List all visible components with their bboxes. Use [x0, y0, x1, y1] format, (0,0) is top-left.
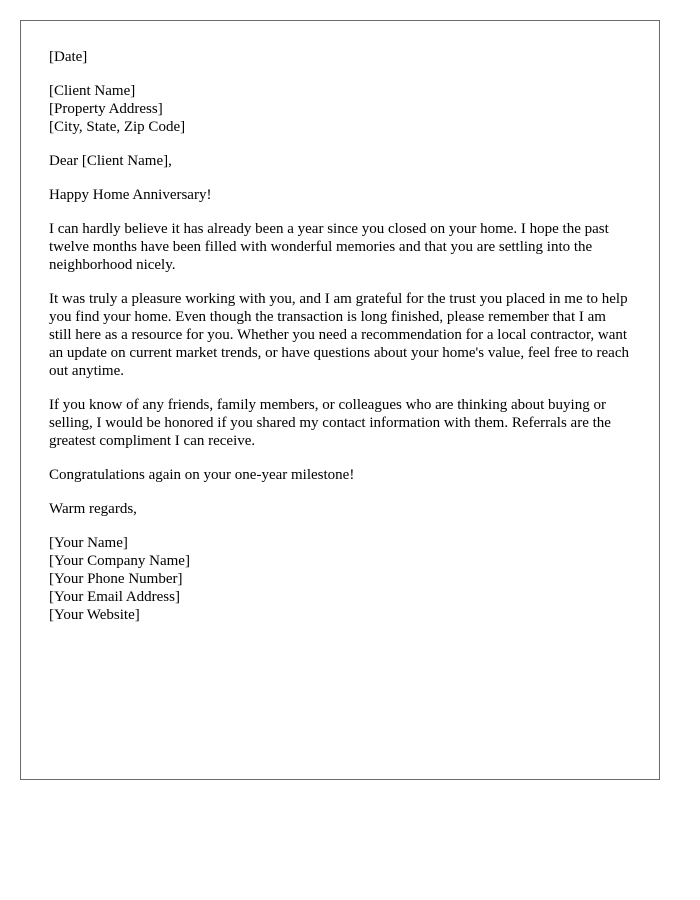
signature-website: [Your Website]	[49, 607, 140, 623]
signature-email: [Your Email Address]	[49, 589, 180, 605]
recipient-city-state-zip: [City, State, Zip Code]	[49, 119, 186, 135]
signature-phone: [Your Phone Number]	[49, 571, 183, 587]
recipient-name: [Client Name]	[49, 83, 136, 99]
greeting: Happy Home Anniversary!	[49, 187, 212, 203]
letter-page	[20, 20, 660, 780]
salutation: Dear [Client Name],	[49, 153, 172, 169]
body-paragraph-2: It was truly a pleasure working with you, and I am grateful for the trust you placed in me to help you find your home. Even though the transaction is long finished, please remember that I am still here as a resource for you. Whether you need a recommendation for a local contractor, want an update on current market trends, or have questions about your home's value, feel free to reach out anytime.	[49, 291, 629, 379]
body-paragraph-3: If you know of any friends, family members, or colleagues who are thinking about buying or selling, I would be honored if you shared my contact information with them. Referrals are the greatest compliment I can receive.	[49, 397, 611, 449]
signature-block	[49, 534, 631, 624]
signature-company: [Your Company Name]	[49, 553, 190, 569]
body-paragraph-4: Congratulations again on your one-year milestone!	[49, 467, 355, 483]
recipient-address-block	[49, 82, 631, 136]
signature-name: [Your Name]	[49, 535, 128, 551]
recipient-property-address: [Property Address]	[49, 101, 163, 117]
closing: Warm regards,	[49, 501, 137, 517]
body-paragraph-1: I can hardly believe it has already been a year since you closed on your home. I hope the past twelve months have been filled with wonderful memories and that you are settling into the neighborhood nicely.	[49, 221, 609, 273]
letter-date: [Date]	[49, 49, 88, 65]
